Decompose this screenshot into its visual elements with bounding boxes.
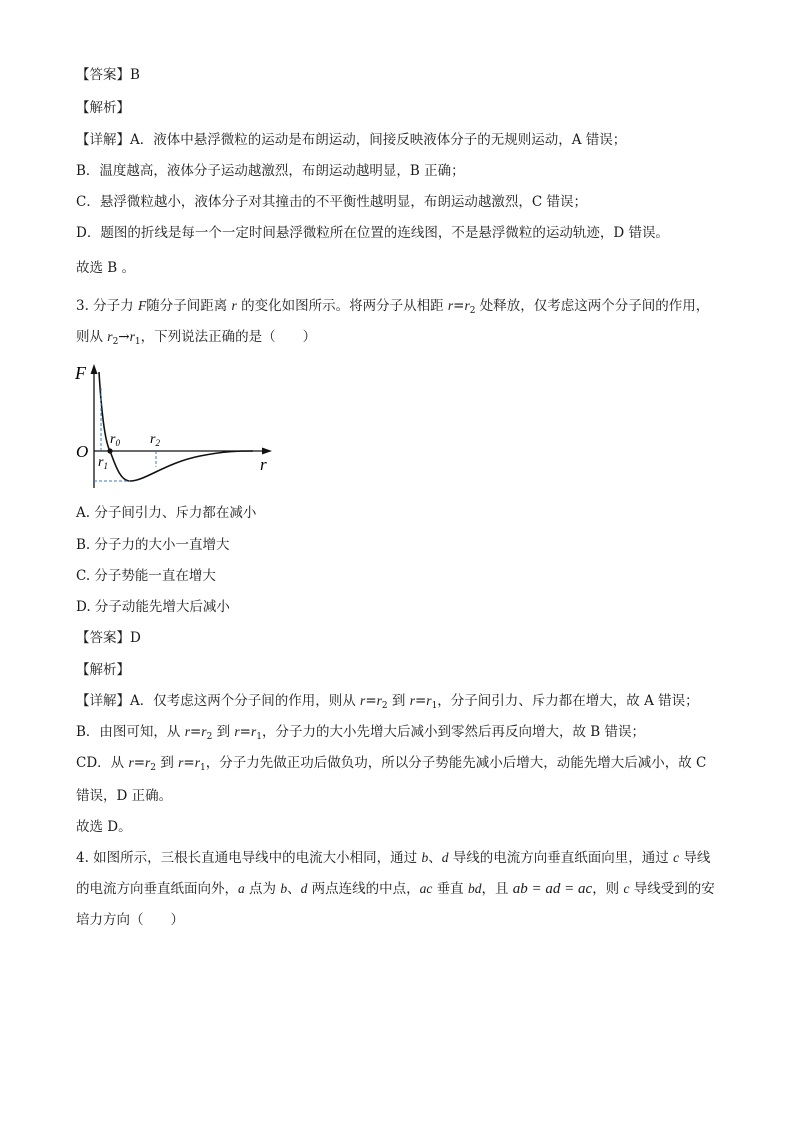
f-axis-arrow xyxy=(91,364,98,374)
q4-stem-line-3: 培力方向（ ） xyxy=(76,912,184,928)
q3-detail-cd: CD．从 $r=r_2$ 到 $r=r_1$，分子力先做正功后做负功，所以分子势能先减小后增大，动能先增大后减小，故 C xyxy=(76,755,707,773)
q3-option-d: D. 分子动能先增大后减小 xyxy=(76,599,230,615)
q2-detail-b: B．温度越高，液体分子运动越激烈，布朗运动越明显，B 正确； xyxy=(76,163,465,179)
q4-stem-line-2: 的电流方向垂直纸面向外，a 点为 b、d 两点连线的中点，ac 垂直 bd，且 ab = ad = ac，则 c 导线受到的安 xyxy=(76,881,715,897)
q3-detail-cd-cont: 错误，D 正确。 xyxy=(76,788,173,804)
r-axis-label: r xyxy=(260,455,267,474)
q2-detail-d: D．题图的折线是每一个一定时间悬浮微粒所在位置的连线图，不是悬浮微粒的运动轨迹，D 错误。 xyxy=(76,225,669,241)
q2-conclusion: 故选 B 。 xyxy=(76,260,136,276)
r2-label: $r_2$ xyxy=(150,432,160,448)
q4-stem-line-1: 4. 如图所示，三根长直通电导线中的电流大小相同，通过 b、d 导线的电流方向垂直纸面向里，通过 c 导线 xyxy=(76,850,711,866)
q2-detail-a: 【详解】A．液体中悬浮微粒的运动是布朗运动，间接反映液体分子的无规则运动，A 错误； xyxy=(76,132,627,148)
q3-option-b: B. 分子力的大小一直增大 xyxy=(76,537,230,553)
q3-stem-line-1: 3. 分子力 F随分子间距离 r 的变化如图所示。将两分子从相距 $r=r_2$ 处释放，仅考虑这两个分子间的作用， xyxy=(76,298,710,316)
q3-stem-line-2: 则从 $r_2\to r_1$，下列说法正确的是（ ） xyxy=(76,329,317,347)
q3-detail-a: 【详解】A．仅考虑这两个分子间的作用，则从 $r=r_2$ 到 $r=r_1$，分子间引力、斥力都在增大，故 A 错误； xyxy=(76,693,699,711)
origin-label: O xyxy=(76,442,89,461)
q3-option-a: A. 分子间引力、斥力都在减小 xyxy=(76,505,257,521)
r0-label: $r_0$ xyxy=(110,432,120,448)
r0-point xyxy=(107,448,112,453)
q3-answer-tag: 【答案】D xyxy=(76,630,141,646)
force-distance-graph xyxy=(70,360,280,495)
q2-answer-tag: 【答案】B xyxy=(76,67,140,83)
q3-conclusion: 故选 D。 xyxy=(76,819,132,835)
q3-analysis-tag: 【解析】 xyxy=(76,662,130,678)
q3-option-c: C. 分子势能一直在增大 xyxy=(76,568,216,584)
r-axis-arrow xyxy=(262,448,272,455)
q3-detail-b: B．由图可知，从 $r=r_2$ 到 $r=r_1$，分子力的大小先增大后减小到零然后再反向增大，故 B 错误； xyxy=(76,724,645,742)
q2-analysis-tag: 【解析】 xyxy=(76,100,130,116)
f-axis-label: F xyxy=(75,363,86,383)
q2-detail-c: C．悬浮微粒越小，液体分子对其撞击的不平衡性越明显，布朗运动越激烈，C 错误； xyxy=(76,194,587,210)
force-curve xyxy=(99,372,253,481)
r1-label: $r_1$ xyxy=(98,455,108,471)
